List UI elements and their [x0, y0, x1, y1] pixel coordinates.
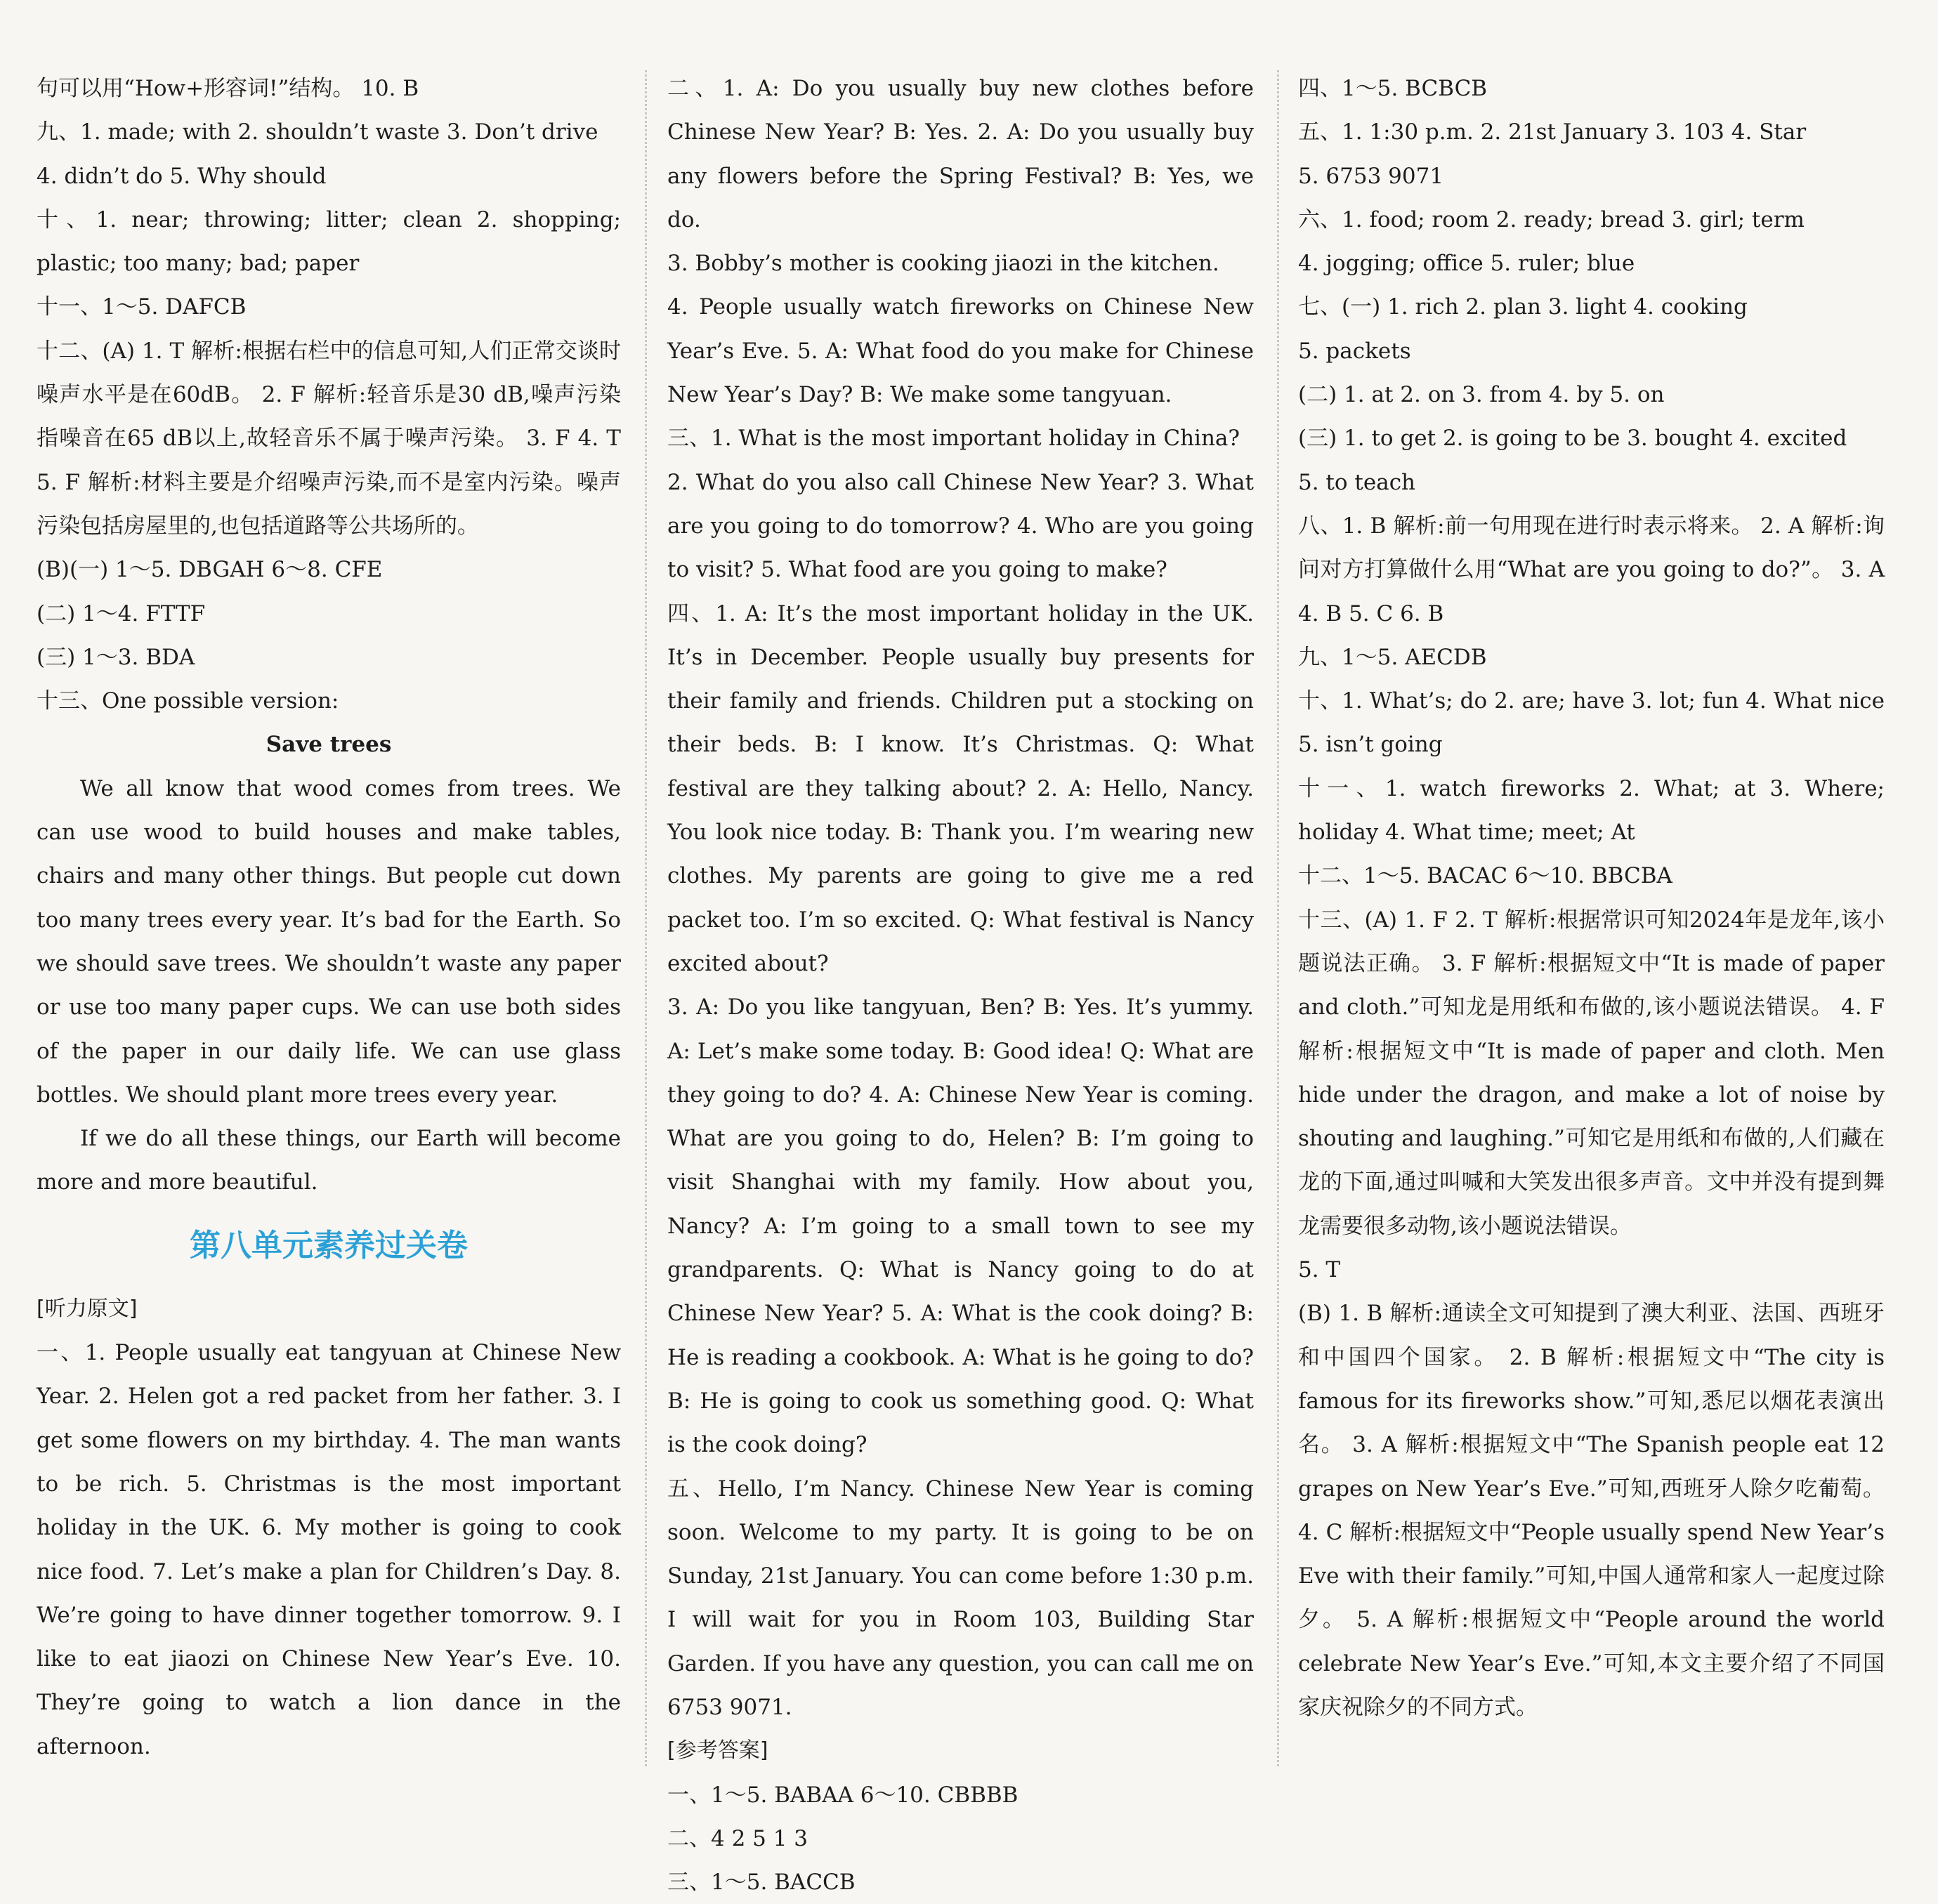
answer-line: 二、4 2 5 1 3: [667, 1825, 808, 1851]
answer-line: 四、1. A: It’s the most important holiday in the UK. It’s in December. People usually buy presents for their family and friends. Children put a stocking on their beds. B: I know. It’s Christmas. Q: What festival are they talking about? 2. A: Hello, Nancy. You look nice today. B: Thank you. I’m wearing new clothes. My parents are going to give me a red packet too. I’m so excited. Q: What festival is Nancy excited about?: [667, 600, 1254, 976]
answer-line: (二) 1. at 2. on 3. from 4. by 5. on: [1298, 382, 1665, 408]
answer-line: 一、1～5. BABAA 6～10. CBBBB: [667, 1782, 1019, 1808]
answer-line: 十二、1～5. BACAC 6～10. BBCBA: [1298, 863, 1672, 889]
answer-line: 4. jogging; office 5. ruler; blue: [1298, 251, 1635, 277]
answer-line: 九、1. made; with 2. shouldn’t waste 3. Don’t drive: [37, 119, 598, 145]
column-right: [1298, 67, 1885, 1729]
answer-line: 四、1～5. BCBCB: [1298, 76, 1488, 101]
answer-line: 3. A: Do you like tangyuan, Ben? B: Yes. It’s yummy. A: Let’s make some today. B: Good idea! Q: What are they going to do? 4. A: Chinese New Year is coming. What are you going to do, Helen? B: I’m going to visit Shanghai with my family. How about you, Nancy? A: I’m going to a small town to see my grandparents. Q: What is Nancy going to do at Chinese New Year? 5. A: What is the cook doing? B: He is reading a cookbook. A: What is he going to do? B: He is going to cook us something good. Q: What is the cook doing?: [667, 994, 1254, 1458]
column-left: [37, 67, 621, 1768]
answer-line: 六、1. food; room 2. ready; bread 3. girl; term: [1298, 206, 1805, 232]
answer-line: 2. What do you also call Chinese New Year? 3. What are you going to do tomorrow? 4. Who are you going to visit? 5. What food are you going to make?: [667, 469, 1254, 583]
answer-line: 4. People usually watch fireworks on Chinese New Year’s Eve. 5. A: What food do you make for Chinese New Year’s Day? B: We make some tangyuan.: [667, 294, 1254, 408]
column-divider-right: [1277, 70, 1279, 1766]
answer-line: (三) 1. to get 2. is going to be 3. bought 4. excited: [1298, 426, 1847, 452]
answer-line: (B) 1. B 解析:通读全文可知提到了澳大利亚、法国、西班牙和中国四个国家。 2. B 解析:根据短文中“The city is famous for its fireworks show.”可知,悉尼以烟花表演出名。 3. A 解析:根据短文中“The Spanish people eat 12 grapes on New Year’s Eve.”可知,西班牙人除夕吃葡萄。 4. C 解析:根据短文中“People usually spend New Year’s Eve with their family.”可知,中国人通常和家人一起度过除夕。 5. A 解析:根据短文中“People around the world celebrate New Year’s Eve.”可知,本文主要介绍了不同国家庆祝除夕的不同方式。: [1298, 1301, 1885, 1720]
answer-line: 5. T: [1298, 1257, 1341, 1283]
answer-line: 五、Hello, I’m Nancy. Chinese New Year is coming soon. Welcome to my party. It is going to be on Sunday, 21st January. You can come before 1:30 p.m. I will wait for you in Room 103, Building Star Garden. If you have any question, you can call me on 6753 9071.: [667, 1476, 1254, 1720]
answer-line: 三、1～5. BACCB: [667, 1870, 856, 1896]
answer-line: 十、1. What’s; do 2. are; have 3. lot; fun 4. What nice 5. isn’t going: [1298, 688, 1885, 758]
answer-line: 句可以用“How+形容词!”结构。 10. B: [37, 76, 419, 101]
answer-line: 二、1. A: Do you usually buy new clothes before Chinese New Year? B: Yes. 2. A: Do you usually buy any flowers before the Spring Festival? B: Yes, we do.: [667, 76, 1254, 232]
answer-line: (三) 1～3. BDA: [37, 644, 195, 670]
essay-title: Save trees: [266, 732, 392, 758]
answer-line: (二) 1～4. FTTF: [37, 600, 206, 626]
answer-line: We all know that wood comes from trees. We can use wood to build houses and make tables, chairs and many other things. But people cut down too many trees every year. It’s bad for the Earth. So we should save trees. We shouldn’t waste any paper or use too many paper cups. We can use both sides of the paper in our daily life. We can use glass bottles. We should plant more trees every year.: [37, 775, 621, 1108]
answer-line: 八、1. B 解析:前一句用现在进行时表示将来。 2. A 解析:询问对方打算做什么用“What are you going to do?”。 3. A 4. B 5. C 6. B: [1298, 513, 1885, 626]
answer-line: (B)(一) 1～5. DBGAH 6～8. CFE: [37, 557, 383, 583]
answer-line: If we do all these things, our Earth will become more and more beautiful.: [37, 1126, 621, 1195]
answer-line: 4. didn’t do 5. Why should: [37, 163, 327, 189]
answer-line: 三、1. What is the most important holiday in China?: [667, 426, 1240, 452]
answer-line: 十一、1. watch fireworks 2. What; at 3. Where; holiday 4. What time; meet; At: [1298, 775, 1885, 846]
answer-line: 十三、One possible version:: [37, 688, 339, 714]
answer-line: 七、(一) 1. rich 2. plan 3. light 4. cooking: [1298, 294, 1748, 320]
answer-line: 十、1. near; throwing; litter; clean 2. shopping; plastic; too many; bad; paper: [37, 206, 621, 277]
section-title: 第八单元素养过关卷: [190, 1227, 468, 1263]
answer-line: [听力原文]: [37, 1296, 138, 1321]
answer-line: 十三、(A) 1. F 2. T 解析:根据常识可知2024年是龙年,该小题说法正确。 3. F 解析:根据短文中“It is made of paper and cloth.”可知龙是用纸和布做的,该小题说法错误。 4. F 解析:根据短文中“It is made of paper and cloth. Men hide under the dragon, and make a lot of noise by shouting and laughing.”可知它是用纸和布做的,人们藏在龙的下面,通过叫喊和大笑发出很多声音。文中并没有提到舞龙需要很多动物,该小题说法错误。: [1298, 907, 1885, 1239]
answer-line: 5. 6753 9071: [1298, 163, 1444, 189]
answer-line: 五、1. 1:30 p.m. 2. 21st January 3. 103 4. Star: [1298, 119, 1807, 145]
answer-line: 5. to teach: [1298, 469, 1416, 495]
column-middle: [667, 67, 1254, 1904]
answer-line: 九、1～5. AECDB: [1298, 644, 1487, 670]
answer-line: 5. packets: [1298, 338, 1411, 364]
answer-line: 3. Bobby’s mother is cooking jiaozi in the kitchen.: [667, 251, 1219, 277]
answer-line: 十一、1～5. DAFCB: [37, 294, 247, 320]
answer-line: [参考答案]: [667, 1738, 768, 1764]
answer-line: 十二、(A) 1. T 解析:根据右栏中的信息可知,人们正常交谈时噪声水平是在60dB。 2. F 解析:轻音乐是30 dB,噪声污染指噪音在65 dB以上,故轻音乐不属于噪声污染。 3. F 4. T 5. F 解析:材料主要是介绍噪声污染,而不是室内污染。噪声污染包括房屋里的,也包括道路等公共场所的。: [37, 338, 621, 539]
column-divider-left: [645, 70, 647, 1766]
answer-line: 一、1. People usually eat tangyuan at Chinese New Year. 2. Helen got a red packet from her father. 3. I get some flowers on my birthday. 4. The man wants to be rich. 5. Christmas is the most important holiday in the UK. 6. My mother is going to cook nice food. 7. Let’s make a plan for Children’s Day. 8. We’re going to have dinner together tomorrow. 9. I like to eat jiaozi on Chinese New Year’s Eve. 10. They’re going to watch a lion dance in the afternoon.: [37, 1340, 621, 1759]
